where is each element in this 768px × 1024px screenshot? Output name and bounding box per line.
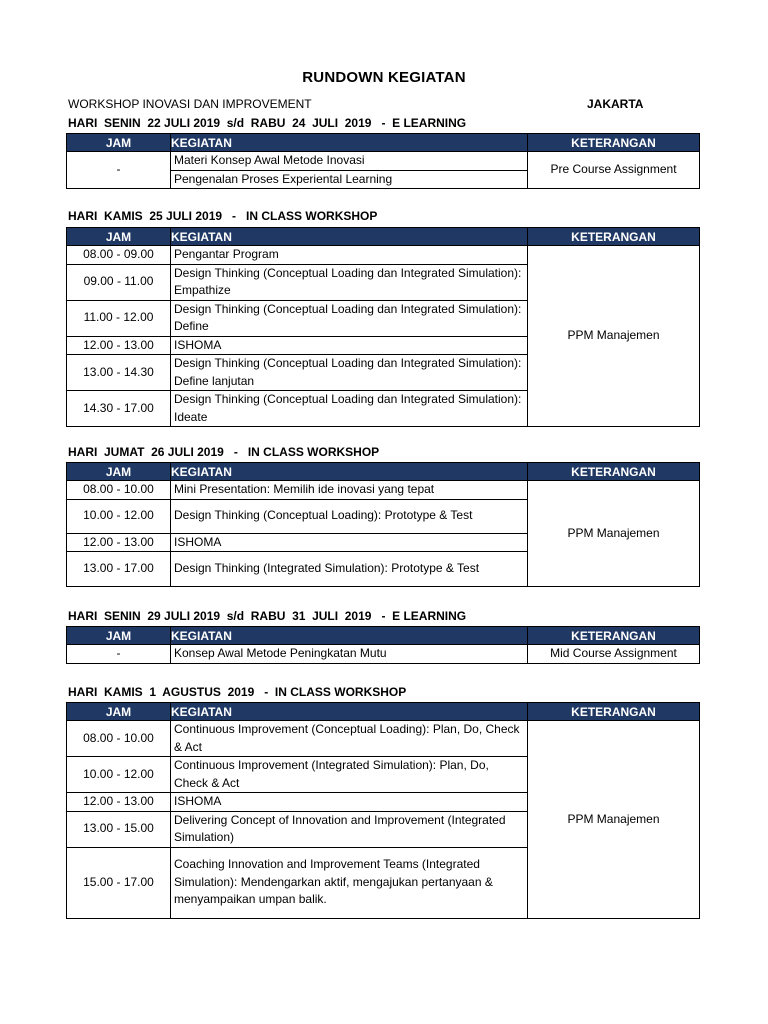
time-cell: 12.00 - 13.00 (67, 336, 171, 355)
column-header-jam: JAM (67, 228, 171, 246)
activity-cell: Konsep Awal Metode Peningkatan Mutu (171, 645, 528, 664)
activity-cell: ISHOMA (171, 336, 528, 355)
column-header-kegiatan: KEGIATAN (171, 228, 528, 246)
activity-cell: Design Thinking (Conceptual Loading dan Integrated Simulation): Define (171, 300, 528, 336)
column-header-jam: JAM (67, 627, 171, 645)
page-title: RUNDOWN KEGIATAN (302, 69, 466, 86)
schedule-table (66, 626, 700, 664)
time-cell: - (67, 152, 171, 189)
time-cell: 13.00 - 14.30 (67, 355, 171, 391)
schedule-table (66, 462, 700, 587)
time-cell: - (67, 645, 171, 664)
activity-cell: Materi Konsep Awal Metode Inovasi (171, 152, 528, 171)
activity-cell: Coaching Innovation and Improvement Teams (Integrated Simulation): Mendengarkan aktif, mengajukan pertanyaan & menyampaikan umpan balik. (171, 847, 528, 918)
remarks-cell: PPM Manajemen (528, 246, 700, 427)
activity-cell: ISHOMA (171, 793, 528, 812)
remarks-cell: PPM Manajemen (528, 481, 700, 587)
section-heading: HARI JUMAT 26 JULI 2019 - IN CLASS WORKSHOP (68, 445, 380, 459)
column-header-keterangan: KETERANGAN (528, 463, 700, 481)
table-row (67, 721, 700, 757)
time-cell: 12.00 - 13.00 (67, 533, 171, 552)
activity-cell: Design Thinking (Conceptual Loading dan Integrated Simulation): Define lanjutan (171, 355, 528, 391)
column-header-jam: JAM (67, 463, 171, 481)
activity-cell: Design Thinking (Conceptual Loading dan Integrated Simulation): Ideate (171, 391, 528, 427)
column-header-kegiatan: KEGIATAN (171, 134, 528, 152)
column-header-kegiatan: KEGIATAN (171, 463, 528, 481)
time-cell: 13.00 - 17.00 (67, 552, 171, 587)
column-header-keterangan: KETERANGAN (528, 703, 700, 721)
table-row (67, 481, 700, 500)
remarks-cell: Mid Course Assignment (528, 645, 700, 664)
activity-cell: Continuous Improvement (Integrated Simulation): Plan, Do, Check & Act (171, 757, 528, 793)
time-cell: 13.00 - 15.00 (67, 811, 171, 847)
activity-cell: ISHOMA (171, 533, 528, 552)
time-cell: 08.00 - 09.00 (67, 246, 171, 265)
time-cell: 14.30 - 17.00 (67, 391, 171, 427)
time-cell: 08.00 - 10.00 (67, 481, 171, 500)
time-cell: 15.00 - 17.00 (67, 847, 171, 918)
time-cell: 10.00 - 12.00 (67, 757, 171, 793)
schedule-table (66, 227, 700, 427)
remarks-cell: PPM Manajemen (528, 721, 700, 919)
column-header-keterangan: KETERANGAN (528, 134, 700, 152)
column-header-kegiatan: KEGIATAN (171, 703, 528, 721)
activity-cell: Continuous Improvement (Conceptual Loading): Plan, Do, Check & Act (171, 721, 528, 757)
activity-cell: Design Thinking (Conceptual Loading dan Integrated Simulation): Empathize (171, 264, 528, 300)
activity-cell: Mini Presentation: Memilih ide inovasi yang tepat (171, 481, 528, 500)
section-heading: HARI SENIN 29 JULI 2019 s/d RABU 31 JULI 2019 - E LEARNING (68, 609, 467, 623)
time-cell: 10.00 - 12.00 (67, 499, 171, 533)
table-row (67, 152, 700, 171)
activity-cell: Pengantar Program (171, 246, 528, 265)
location-label: JAKARTA (587, 97, 644, 111)
column-header-jam: JAM (67, 134, 171, 152)
schedule-table (66, 133, 700, 189)
activity-cell: Design Thinking (Integrated Simulation): Prototype & Test (171, 552, 528, 587)
section-heading: HARI KAMIS 25 JULI 2019 - IN CLASS WORKSHOP (68, 209, 378, 223)
time-cell: 08.00 - 10.00 (67, 721, 171, 757)
schedule-table (66, 702, 700, 919)
section-heading: HARI KAMIS 1 AGUSTUS 2019 - IN CLASS WORKSHOP (68, 685, 407, 699)
column-header-kegiatan: KEGIATAN (171, 627, 528, 645)
activity-cell: Design Thinking (Conceptual Loading): Prototype & Test (171, 499, 528, 533)
time-cell: 12.00 - 13.00 (67, 793, 171, 812)
remarks-cell: Pre Course Assignment (528, 152, 700, 189)
workshop-subtitle: WORKSHOP INOVASI DAN IMPROVEMENT (68, 97, 312, 111)
table-row (67, 645, 700, 664)
section-heading: HARI SENIN 22 JULI 2019 s/d RABU 24 JULI 2019 - E LEARNING (68, 116, 467, 130)
time-cell: 09.00 - 11.00 (67, 264, 171, 300)
column-header-keterangan: KETERANGAN (528, 627, 700, 645)
activity-cell: Pengenalan Proses Experiental Learning (171, 170, 528, 189)
activity-cell: Delivering Concept of Innovation and Improvement (Integrated Simulation) (171, 811, 528, 847)
column-header-keterangan: KETERANGAN (528, 228, 700, 246)
table-row (67, 246, 700, 265)
time-cell: 11.00 - 12.00 (67, 300, 171, 336)
column-header-jam: JAM (67, 703, 171, 721)
